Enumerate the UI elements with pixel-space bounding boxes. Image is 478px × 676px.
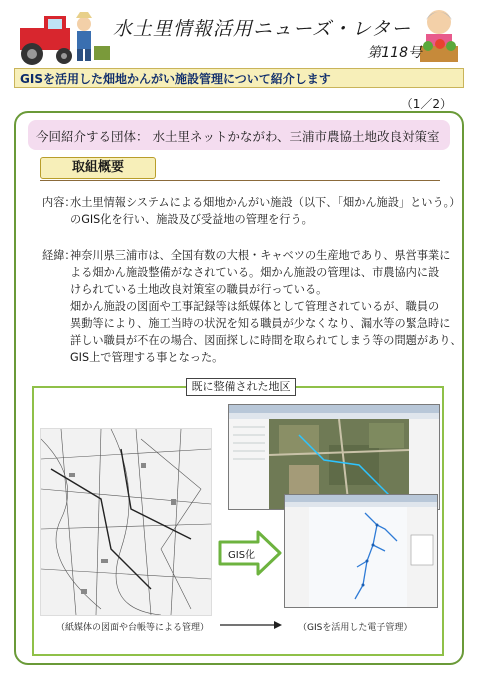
history-line: 詳しい職員が不在の場合、図面探しに時間を取られてしまう等の問題があり、 bbox=[70, 334, 462, 347]
newsletter-title: 水土里情報活用ニューズ・レター bbox=[112, 18, 412, 40]
flow-arrow bbox=[218, 620, 284, 630]
history-line: 神奈川県三浦市は、全国有数の大根・キャベツの生産地であり、県営事業に bbox=[70, 249, 451, 262]
caption-gis-management: （GISを活用した電子管理） bbox=[298, 623, 413, 633]
history-line: 畑かん施設の図面や工事記録等は紙媒体として管理されているが、職員の bbox=[70, 300, 440, 313]
history-line: けられている土地改良対策室の職員が行っている。 bbox=[70, 283, 328, 296]
figure-title: 既に整備された地区 bbox=[186, 378, 296, 396]
organization-text: 今回紹介する団体： 水土里ネットかながわ、三浦市農協土地改良対策室 bbox=[36, 129, 440, 144]
topic-banner-text: GISを活用した畑地かんがい施設管理について紹介します bbox=[20, 72, 331, 86]
history-label: 経緯： bbox=[42, 249, 76, 262]
history-line: よる畑かん施設整備がなされている。畑かん施設の管理は、市農協内に設 bbox=[70, 266, 440, 279]
caption-paper-management: （紙媒体の図面や台帳等による管理） bbox=[56, 623, 210, 633]
gis-conversion-label: GIS化 bbox=[228, 550, 256, 561]
content-label: 内容： bbox=[42, 196, 76, 209]
content-line: のGIS化を行い、施設及び受益地の管理を行う。 bbox=[70, 213, 313, 226]
history-line: 異動等により、施工当時の状況を知る職員が少なくなり、漏水等の緊急時に bbox=[70, 317, 451, 330]
history-line: GIS上で管理する事となった。 bbox=[70, 351, 224, 364]
gis-pipeline-screenshot bbox=[284, 494, 438, 608]
tractor-illustration bbox=[14, 6, 114, 68]
content-line: 水土里情報システムによる畑地かんがい施設（以下、「畑かん施設」という。） bbox=[70, 196, 461, 209]
paper-map-image bbox=[40, 428, 212, 616]
issue-number: 第118号 bbox=[367, 45, 422, 61]
section-divider bbox=[40, 180, 440, 181]
page-number: （1／2） bbox=[400, 97, 452, 111]
section-heading: 取組概要 bbox=[40, 157, 156, 179]
